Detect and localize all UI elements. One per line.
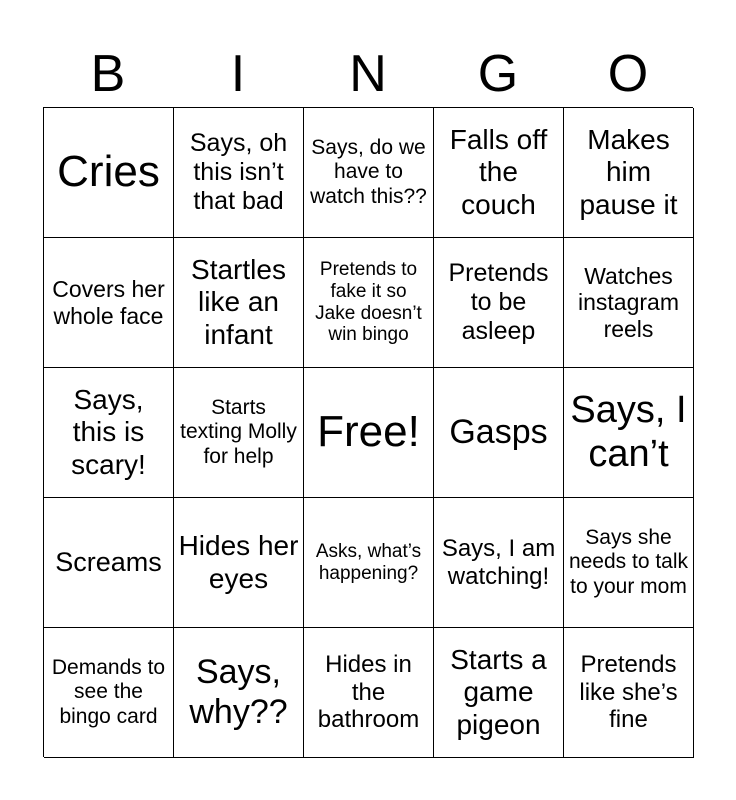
bingo-cell[interactable]: Says, I can’t bbox=[564, 368, 694, 498]
header-letter-o: O bbox=[607, 45, 649, 103]
bingo-cell[interactable]: Says, oh this isn’t that bad bbox=[174, 108, 304, 238]
bingo-cell[interactable]: Hides her eyes bbox=[174, 498, 304, 628]
bingo-cell[interactable]: Asks, what’s happening? bbox=[304, 498, 434, 628]
bingo-cell[interactable]: Says, this is scary! bbox=[44, 368, 174, 498]
bingo-cell[interactable]: Starts a game pigeon bbox=[434, 628, 564, 758]
bingo-cell[interactable]: Falls off the couch bbox=[434, 108, 564, 238]
header-letter-g: G bbox=[477, 45, 519, 103]
bingo-cell[interactable]: Gasps bbox=[434, 368, 564, 498]
free-space-cell[interactable]: Free! bbox=[304, 368, 434, 498]
bingo-cell[interactable]: Says, why?? bbox=[174, 628, 304, 758]
bingo-cell[interactable]: Hides in the bathroom bbox=[304, 628, 434, 758]
bingo-cell[interactable]: Pretends to be asleep bbox=[434, 238, 564, 368]
bingo-cell[interactable]: Starts texting Molly for help bbox=[174, 368, 304, 498]
bingo-cell[interactable]: Screams bbox=[44, 498, 174, 628]
bingo-header bbox=[43, 40, 693, 108]
header-letter-n: N bbox=[349, 45, 387, 103]
bingo-cell[interactable]: Pretends to fake it so Jake doesn’t win bingo bbox=[304, 238, 434, 368]
bingo-cell[interactable]: Cries bbox=[44, 108, 174, 238]
bingo-card-grid bbox=[43, 107, 693, 757]
bingo-cell[interactable]: Says, I am watching! bbox=[434, 498, 564, 628]
bingo-cell[interactable]: Demands to see the bingo card bbox=[44, 628, 174, 758]
bingo-cell[interactable]: Startles like an infant bbox=[174, 238, 304, 368]
header-letter-i: I bbox=[230, 45, 246, 103]
bingo-cell[interactable]: Says, do we have to watch this?? bbox=[304, 108, 434, 238]
bingo-cell[interactable]: Covers her whole face bbox=[44, 238, 174, 368]
bingo-cell[interactable]: Watches instagram reels bbox=[564, 238, 694, 368]
bingo-cell[interactable]: Pretends like she’s fine bbox=[564, 628, 694, 758]
bingo-cell[interactable]: Says she needs to talk to your mom bbox=[564, 498, 694, 628]
bingo-cell[interactable]: Makes him pause it bbox=[564, 108, 694, 238]
header-letter-b: B bbox=[90, 45, 126, 103]
